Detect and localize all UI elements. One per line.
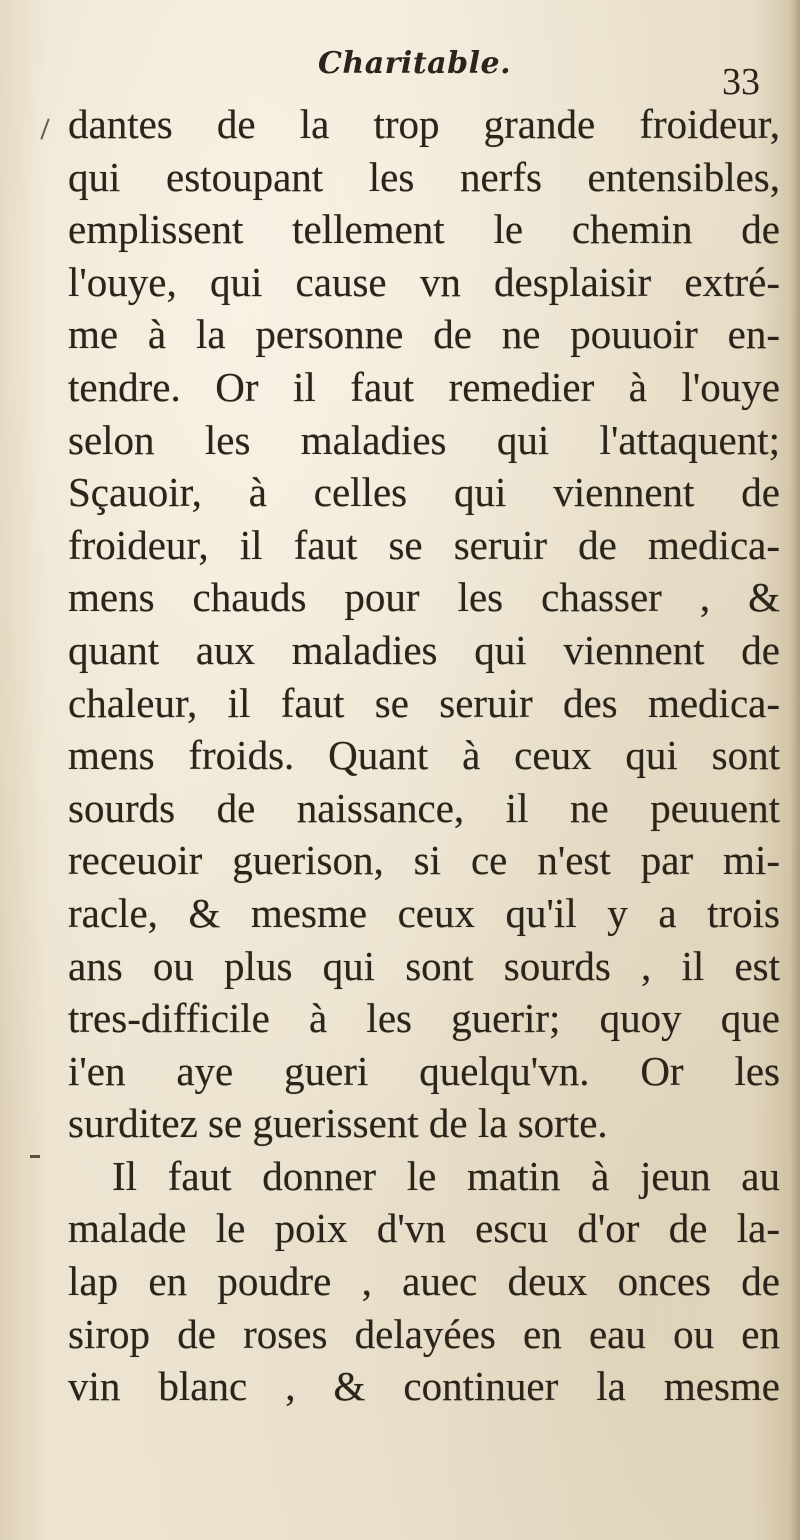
margin-dash: [30, 1155, 40, 1158]
text-line: l'ouye, qui cause vn desplaisir extré-: [68, 258, 780, 305]
text-line: malade le poix d'vn escu d'or de la-: [68, 1205, 780, 1252]
text-line: lap en poudre , auec deux onces de: [68, 1258, 780, 1305]
text-line: Sçauoir, à celles qui viennent de: [68, 469, 780, 516]
text-line: vin blanc , & continuer la mesme: [68, 1363, 780, 1410]
text-line: mens chauds pour les chasser , &: [68, 574, 780, 621]
text-line: tres-difficile à les guerir; quoy que: [68, 995, 780, 1042]
running-head-title: Charitable.: [318, 46, 512, 81]
page-number: 33: [722, 61, 760, 103]
text-line: mens froids. Quant à ceux qui sont: [68, 732, 780, 779]
text-line: froideur, il faut se seruir de medica-: [68, 521, 780, 568]
text-line: chaleur, il faut se seruir des medica-: [68, 679, 780, 726]
text-line: dantes de la trop grande froideur,: [68, 101, 780, 147]
text-line: qui estoupant les nerfs entensibles,: [68, 153, 780, 200]
text-line: ans ou plus qui sont sourds , il est: [68, 942, 780, 989]
body-text: [68, 98, 780, 1413]
text-line: quant aux maladies qui viennent de: [68, 626, 780, 673]
text-line: sourds de naissance, il ne peuuent: [68, 784, 780, 831]
text-line: tendre. Or il faut remedier à l'ouye: [68, 363, 780, 410]
text-line: Il faut donner le matin à jeun au: [112, 1152, 780, 1199]
margin-mark: [40, 118, 49, 139]
text-line: sirop de roses delayées en eau ou en: [68, 1310, 780, 1357]
running-head: [0, 40, 800, 103]
text-line: receuoir guerison, si ce n'est par mi-: [68, 837, 780, 884]
text-line: me à la personne de ne pouuoir en-: [68, 311, 780, 358]
page-edge-shadow: [790, 0, 800, 1540]
text-line: surditez se guerissent de la sorte.: [68, 1100, 608, 1147]
text-line: selon les maladies qui l'attaquent;: [68, 416, 780, 463]
text-line: emplissent tellement le chemin de: [68, 206, 780, 253]
text-line: racle, & mesme ceux qu'il y a trois: [68, 889, 780, 936]
text-line: i'en aye gueri quelqu'vn. Or les: [68, 1047, 780, 1094]
